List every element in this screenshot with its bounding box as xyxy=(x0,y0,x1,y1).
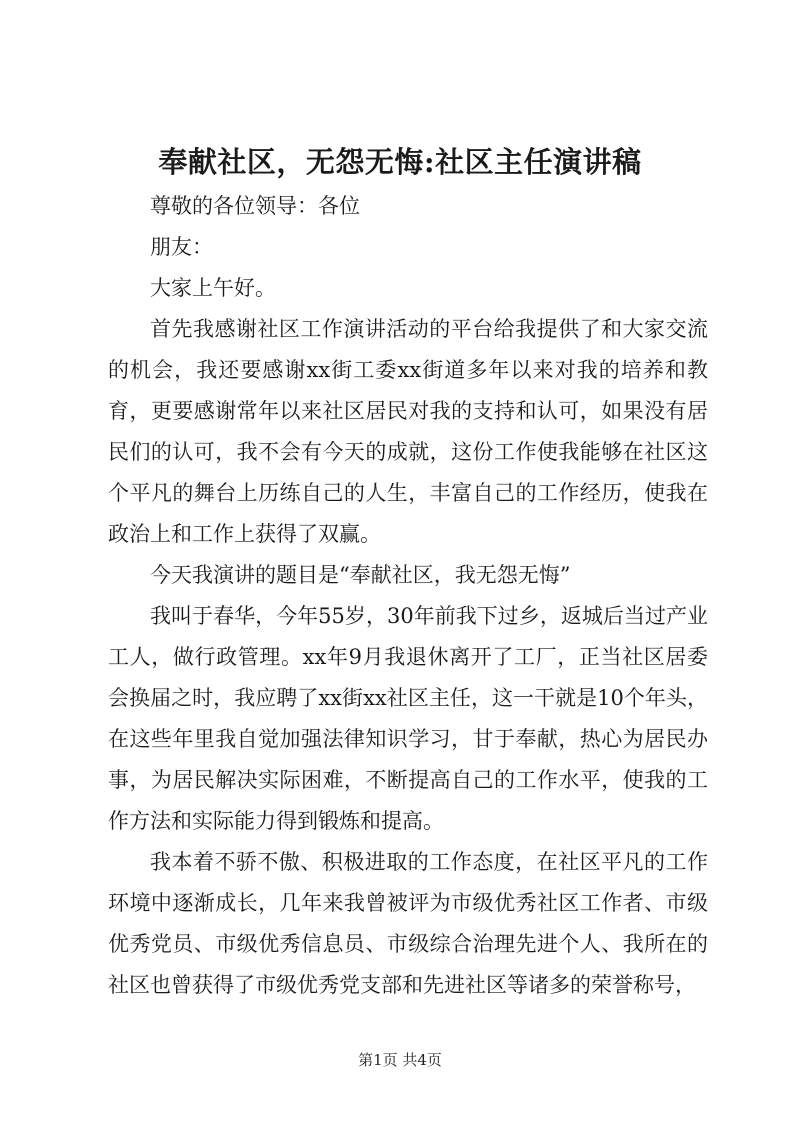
greeting-paragraph: 大家上午好。 xyxy=(150,276,276,300)
document-body xyxy=(108,186,708,1006)
salutation-line-2: 朋友： xyxy=(150,235,213,259)
salutation-line-1: 尊敬的各位领导：各位 xyxy=(150,194,360,218)
body-paragraph-honors: 我本着不骄不傲、积极进取的工作态度，在社区平凡的工作环境中逐渐成长，几年来我曾被评为市级优秀社区工作者、市级优秀党员、市级优秀信息员、市级综合治理先进个人、我所在的社区也曾获得了市级优秀党支部和先进社区等诸多的荣誉称号， xyxy=(108,850,708,997)
body-paragraph-thanks: 首先我感谢社区工作演讲活动的平台给我提供了和大家交流的机会，我还要感谢xx街工委xx街道多年以来对我的培养和教育，更要感谢常年以来社区居民对我的支持和认可，如果没有居民们的认可，我不会有今天的成就，这份工作使我能够在社区这个平凡的舞台上历练自己的人生，丰富自己的工作经历，使我在政治上和工作上获得了双赢。 xyxy=(108,317,708,546)
document-title: 奉献社区，无怨无悔:社区主任演讲稿 xyxy=(158,145,642,179)
page-footer: 第1页 共4页 xyxy=(358,1051,442,1069)
body-paragraph-intro: 我叫于春华，今年55岁，30年前我下过乡，返城后当过产业工人，做行政管理。xx年9月我退休离开了工厂，正当社区居委会换届之时，我应聘了xx街xx社区主任，这一干就是10个年头，在这些年里我自觉加强法律知识学习，甘于奉献，热心为居民办事，为居民解决实际困难，不断提高自己的工作水平，使我的工作方法和实际能力得到锻炼和提高。 xyxy=(108,604,708,833)
body-paragraph-topic: 今天我演讲的题目是“奉献社区，我无怨无悔” xyxy=(150,563,571,587)
